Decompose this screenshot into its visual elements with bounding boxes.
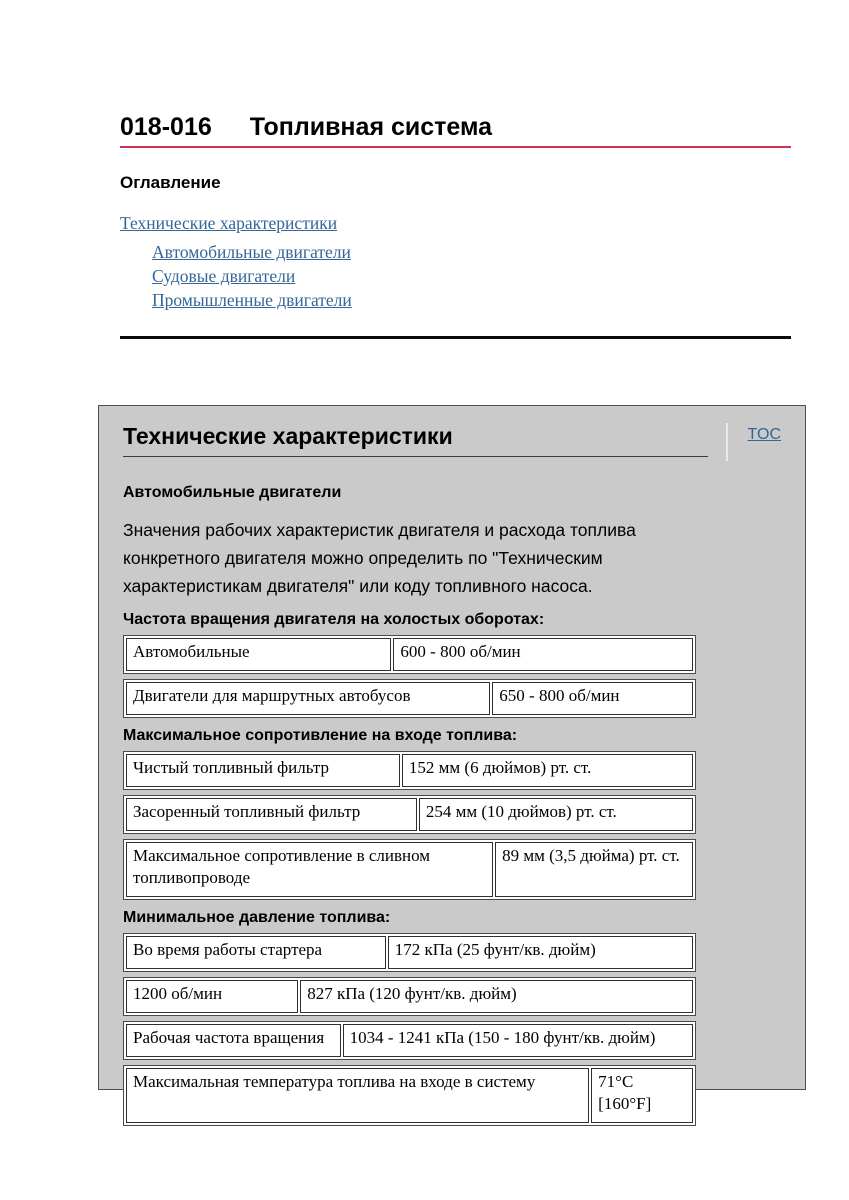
value-cell: 1034 - 1241 кПа (150 - 180 фунт/кв. дюйм) [343,1024,693,1057]
subsection-title: Автомобильные двигатели [123,484,342,501]
panel-title: Технические характеристики [123,423,453,449]
doc-number: 018-016 [120,113,212,141]
label-cell: Автомобильные [126,638,391,671]
spec-table [123,1021,696,1060]
panel-vertical-divider [726,423,728,461]
table-row [126,842,693,897]
toc-link-specifications[interactable]: Технические характеристики [120,213,338,233]
table-row [126,798,693,831]
value-cell: 152 мм (6 дюймов) рт. ст. [402,754,693,787]
spec-table [123,635,696,674]
table-row [126,754,693,787]
intro-paragraph: Значения рабочих характеристик двигателя и расхода топлива конкретного двигателя можно определить по "Техническим характеристикам двигателя" или коду топливного насоса. [123,520,636,596]
toc-back-link[interactable]: TOC [747,426,781,443]
spec-table [123,679,696,718]
table-row [126,936,693,969]
section-heading-idle-speed: Частота вращения двигателя на холостых оборотах: [123,611,545,628]
content-divider [120,336,791,339]
value-cell: 89 мм (3,5 дюйма) рт. ст. [495,842,693,897]
label-cell: 1200 об/мин [126,980,298,1013]
spec-table [123,977,696,1016]
toc-sublist [152,243,352,315]
value-cell: 254 мм (10 дюймов) рт. ст. [419,798,693,831]
panel-header [123,423,781,461]
label-cell: Максимальное сопротивление в сливном топливопроводе [126,842,493,897]
page-title [120,111,791,148]
value-cell: 600 - 800 об/мин [393,638,693,671]
spec-table [123,751,696,790]
toc-link-marine-engines[interactable]: Судовые двигатели [152,266,296,286]
toc-heading: Оглавление [120,173,221,192]
label-cell: Чистый топливный фильтр [126,754,400,787]
label-cell: Двигатели для маршрутных автобусов [126,682,490,715]
spec-table [123,933,696,972]
value-cell: 71°C [160°F] [591,1068,693,1123]
toc-link-industrial-engines[interactable]: Промышленные двигатели [152,290,352,310]
specifications-panel [98,405,806,1113]
table-row [126,638,693,671]
panel-title-underline [123,423,708,457]
value-cell: 650 - 800 об/мин [492,682,693,715]
label-cell: Во время работы стартера [126,936,386,969]
table-row [126,1024,693,1057]
label-cell: Засоренный топливный фильтр [126,798,417,831]
section-heading-inlet-restriction: Максимальное сопротивление на входе топлива: [123,727,518,744]
label-cell: Рабочая частота вращения [126,1024,341,1057]
table-row [126,1068,693,1123]
table-row [126,682,693,715]
toc-list [120,214,352,315]
spec-table [123,839,696,900]
label-cell: Максимальная температура топлива на входе в систему [126,1068,589,1123]
doc-title: Топливная система [249,113,493,141]
spec-table [123,1065,696,1126]
value-cell: 827 кПа (120 фунт/кв. дюйм) [300,980,693,1013]
table-row [126,980,693,1013]
toc-link-automotive-engines[interactable]: Автомобильные двигатели [152,242,351,262]
spec-table [123,795,696,834]
value-cell: 172 кПа (25 фунт/кв. дюйм) [388,936,693,969]
section-heading-min-fuel-pressure: Минимальное давление топлива: [123,909,391,926]
